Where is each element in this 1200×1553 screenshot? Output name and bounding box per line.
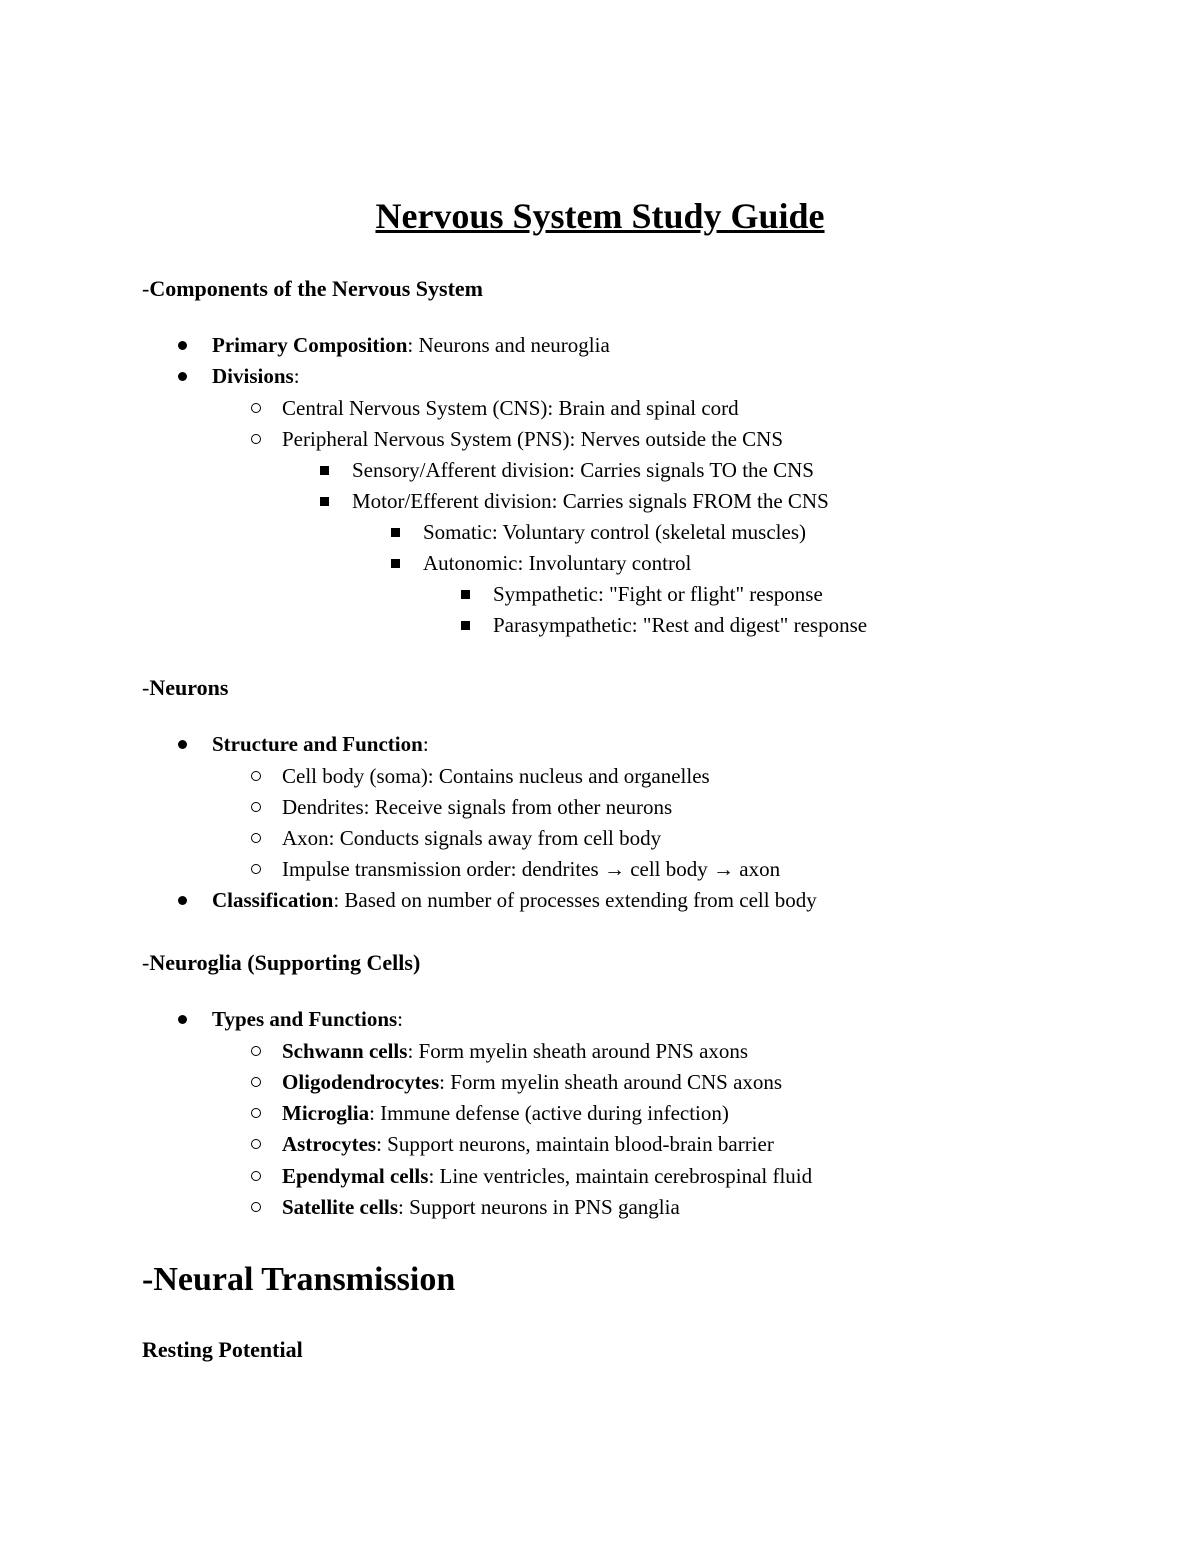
bullet-circle-icon (251, 1139, 261, 1149)
item-text: : Based on number of processes extending from cell body (333, 888, 817, 912)
item-text: : Form myelin sheath around CNS axons (439, 1070, 783, 1094)
section-heading-neural-transmission: -Neural Transmission (142, 1261, 456, 1298)
item-text: : (293, 364, 300, 388)
item-text: Peripheral Nervous System (PNS): Nerves outside the CNS (282, 427, 784, 451)
bullet-square-icon (320, 466, 329, 475)
item-text: Parasympathetic: "Rest and digest" response (493, 613, 868, 637)
heading-text: Neuroglia (Supporting Cells) (149, 950, 421, 975)
bullet-circle-icon (251, 1108, 261, 1118)
bullet-square-icon (320, 497, 329, 506)
item-label: Astrocytes (282, 1132, 377, 1156)
item-label: Schwann cells (282, 1039, 408, 1063)
item-text: : Form myelin sheath around PNS axons (407, 1039, 749, 1063)
item-text: : Support neurons in PNS ganglia (398, 1195, 680, 1219)
item-text: Axon: Conducts signals away from cell body (282, 826, 662, 850)
heading-prefix: - (142, 276, 150, 301)
item-label: Structure and Function (212, 732, 423, 756)
bullet-square-icon (461, 621, 470, 630)
item-label: Microglia (282, 1101, 370, 1125)
item-label: Primary Composition (212, 333, 408, 357)
heading-prefix: - (142, 950, 150, 975)
item-text: Sympathetic: "Fight or flight" response (493, 582, 823, 606)
item-text: Cell body (soma): Contains nucleus and organelles (282, 764, 710, 788)
item-text: : Line ventricles, maintain cerebrospinal fluid (428, 1164, 813, 1188)
item-label: Divisions (212, 364, 294, 388)
bullet-circle-icon (251, 864, 261, 874)
section-heading-neuroglia (142, 949, 420, 977)
bullet-disc-icon (178, 740, 187, 749)
bullet-circle-icon (251, 1202, 261, 1212)
item-text: Autonomic: Involuntary control (423, 551, 692, 575)
item-label: Classification (212, 888, 334, 912)
item-text: : (422, 732, 429, 756)
bullet-disc-icon (178, 372, 187, 381)
bullet-circle-icon (251, 1077, 261, 1087)
item-label: Ependymal cells (282, 1164, 429, 1188)
item-text: : (397, 1007, 404, 1031)
bullet-circle-icon (251, 1171, 261, 1181)
bullet-square-icon (391, 559, 400, 568)
item-label: Oligodendrocytes (282, 1070, 440, 1094)
section-heading-components (142, 275, 483, 303)
bullet-disc-icon (178, 896, 187, 905)
page-title: Nervous System Study Guide (375, 196, 825, 236)
item-text: Impulse transmission order: dendrites → cell body → axon (282, 857, 781, 881)
bullet-circle-icon (251, 771, 261, 781)
bullet-square-icon (391, 528, 400, 537)
item-text: : Neurons and neuroglia (407, 333, 610, 357)
bullet-disc-icon (178, 1015, 187, 1024)
bullet-circle-icon (251, 434, 261, 444)
item-label: Satellite cells (282, 1195, 399, 1219)
item-label: Types and Functions (212, 1007, 398, 1031)
heading-text: Components of the Nervous System (149, 276, 483, 301)
bullet-circle-icon (251, 403, 261, 413)
item-text: : Immune defense (active during infection) (369, 1101, 729, 1125)
section-heading-neurons (142, 674, 228, 702)
heading-text: Neurons (149, 675, 229, 700)
item-text: Central Nervous System (CNS): Brain and spinal cord (282, 396, 739, 420)
heading-prefix: - (142, 675, 150, 700)
bullet-circle-icon (251, 1046, 261, 1056)
item-text: Motor/Efferent division: Carries signals FROM the CNS (352, 489, 829, 513)
bullet-circle-icon (251, 802, 261, 812)
bullet-disc-icon (178, 341, 187, 350)
bullet-square-icon (461, 590, 470, 599)
item-text: Dendrites: Receive signals from other neurons (282, 795, 673, 819)
item-text: Somatic: Voluntary control (skeletal muscles) (423, 520, 806, 544)
bullet-circle-icon (251, 833, 261, 843)
subheading-resting-potential: Resting Potential (142, 1337, 303, 1362)
item-text: Sensory/Afferent division: Carries signals TO the CNS (352, 458, 814, 482)
item-text: : Support neurons, maintain blood-brain barrier (376, 1132, 774, 1156)
